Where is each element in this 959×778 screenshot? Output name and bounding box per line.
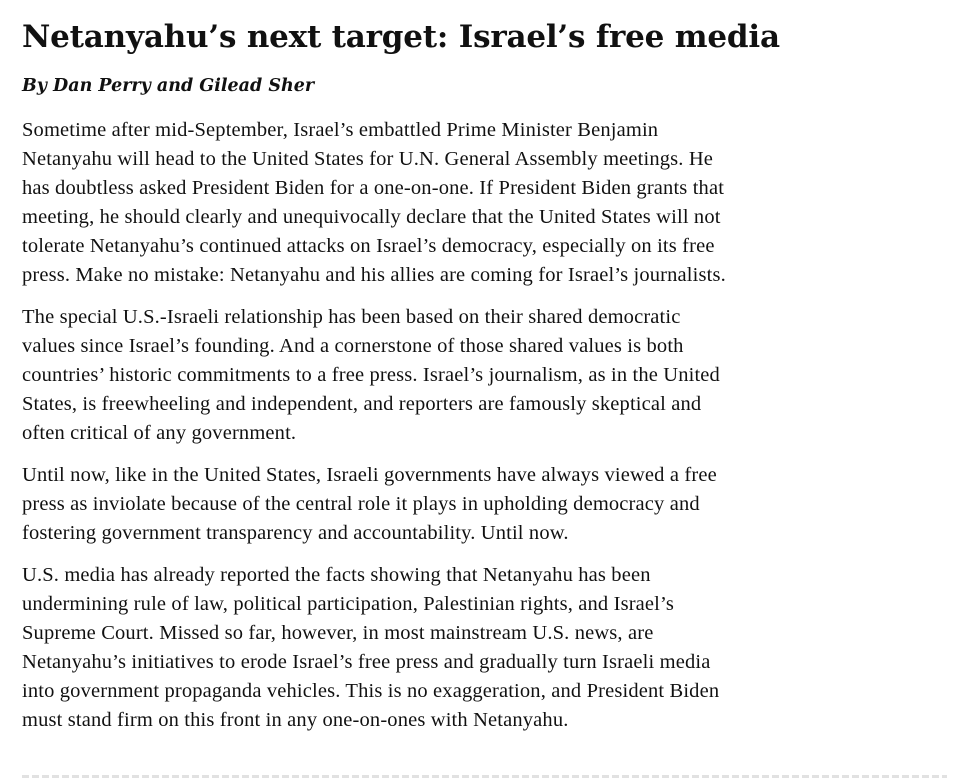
paragraph-line: countries’ historic commitments to a free press. Israel’s journalism, as in the United	[22, 364, 720, 386]
paragraph-line: values since Israel’s founding. And a cornerstone of those shared values is both	[22, 335, 684, 357]
paragraph-line: States, is freewheeling and independent, and reporters are famously skeptical and	[22, 393, 702, 415]
paragraph-line: Supreme Court. Missed so far, however, in most mainstream U.S. news, are	[22, 622, 654, 644]
paragraph-line: has doubtless asked President Biden for a one-on-one. If President Biden grants that	[22, 177, 725, 199]
paragraph-line: must stand firm on this front in any one-on-ones with Netanyahu.	[22, 709, 569, 731]
paragraph-line: press as inviolate because of the central role it plays in upholding democracy and	[22, 493, 700, 515]
paragraph-line: Sometime after mid-September, Israel’s embattled Prime Minister Benjamin	[22, 119, 659, 141]
paragraph-4	[22, 561, 947, 735]
paragraph-2	[22, 303, 947, 448]
article	[22, 14, 947, 748]
paragraph-line: into government propaganda vehicles. This is no exaggeration, and President Biden	[22, 680, 720, 702]
paragraph-line: U.S. media has already reported the facts showing that Netanyahu has been	[22, 564, 651, 586]
paragraph-3	[22, 461, 947, 548]
paragraph-line: The special U.S.-Israeli relationship has been based on their shared democratic	[22, 306, 681, 328]
article-byline: By Dan Perry and Gilead Sher	[22, 76, 315, 96]
paragraph-1	[22, 116, 947, 290]
next-paragraph-cutoff	[22, 770, 947, 778]
paragraph-line: tolerate Netanyahu’s continued attacks on Israel’s democracy, especially on its free	[22, 235, 715, 257]
paragraph-line: often critical of any government.	[22, 422, 297, 444]
paragraph-line: meeting, he should clearly and unequivocally declare that the United States will not	[22, 206, 721, 228]
article-headline: Netanyahu’s next target: Israel’s free media	[22, 19, 780, 55]
paragraph-line: Netanyahu will head to the United States for U.N. General Assembly meetings. He	[22, 148, 714, 170]
paragraph-line: Netanyahu’s initiatives to erode Israel’s free press and gradually turn Israeli media	[22, 651, 711, 673]
paragraph-line: undermining rule of law, political participation, Palestinian rights, and Israel’s	[22, 593, 675, 615]
article-body	[22, 116, 947, 735]
paragraph-line: press. Make no mistake: Netanyahu and his allies are coming for Israel’s journalists.	[22, 264, 726, 286]
paragraph-line: Until now, like in the United States, Israeli governments have always viewed a free	[22, 464, 717, 486]
paragraph-line: fostering government transparency and accountability. Until now.	[22, 522, 569, 544]
